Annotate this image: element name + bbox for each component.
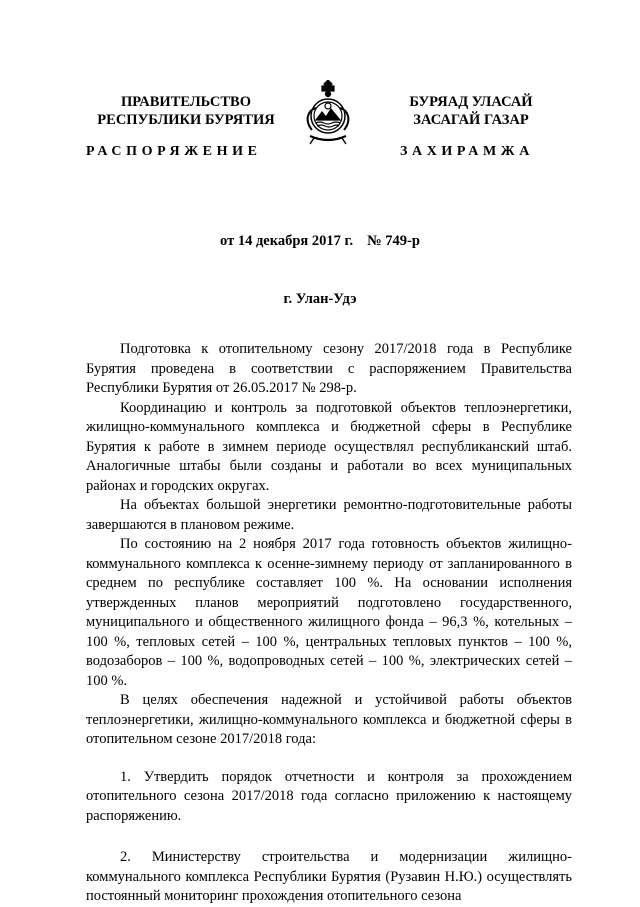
document-body [86,340,572,907]
paragraph-3: На объектах большой энергетики ремонтно-подготовительные работы завершаются в плановом режиме. [86,497,572,533]
issuer-left [86,93,286,129]
list-item-1: 1. Утвердить порядок отчетности и контроля за прохождением отопительного сезона 2017/2018 года согласно приложению к настоящему распоряжению. [86,768,572,824]
issuer-right-line2: ЗАСАГАЙ ГАЗАР [413,112,529,128]
document-number: № 749-р [367,233,420,249]
issuer-left-line1: ПРАВИТЕЛЬСТВО [121,94,251,110]
issuer-right-line1: БУРЯАД УЛАСАЙ [409,94,533,110]
issuer-right [376,93,566,129]
coat-of-arms-icon [298,80,358,150]
paragraph-2: Координацию и контроль за подготовкой объектов теплоэнергетики, жилищно-коммунального комплекса и бюджетной сферы в Республике Бурятия к работе в зимнем периоде осуществлял республиканский штаб. Аналогичные штабы были созданы и работали во всех муниципальных районах и городских округах. [86,399,572,494]
paragraph-1: Подготовка к отопительному сезону 2017/2018 года в Республике Бурятия проведена в соответствии с распоряжением Правительства Республики Бурятия от 26.05.2017 № 298-р. [86,341,572,396]
document-city: г. Улан-Удэ [283,291,357,307]
document-date: от 14 декабря 2017 г. [220,233,354,249]
paragraph-5: В целях обеспечения надежной и устойчивой работы объектов теплоэнергетики, жилищно-коммунального комплекса и бюджетной сферы в отопительном сезоне 2017/2018 года: [86,692,572,747]
paragraph-4: По состоянию на 2 ноября 2017 года готовность объектов жилищно-коммунального комплекса к осенне-зимнему периоду от запланированного в среднем по республике составляет 100 %. На основании исполнения утвержденных планов мероприятий подготовлено государственного, муниципального и общественного жилищного фонда – 96,3 %, котельных – 100 %, тепловых сетей – 100 %, центральных тепловых пунктов – 100 %, водозаборов – 100 %, водопроводных сетей – 100 %, электрических сетей – 100 %. [86,536,572,689]
document-date-number [0,233,640,250]
doc-type-left: РАСПОРЯЖЕНИЕ [86,144,262,159]
issuer-left-line2: РЕСПУБЛИКИ БУРЯТИЯ [97,112,275,128]
doc-type-right: ЗАХИРАМЖА [400,144,534,159]
list-item-2: 2. Министерству строительства и модернизации жилищно-коммунального комплекса Республики Бурятия (Рузавин Н.Ю.) осуществлять постоянный мониторинг прохождения отопительного сезона [86,849,572,904]
